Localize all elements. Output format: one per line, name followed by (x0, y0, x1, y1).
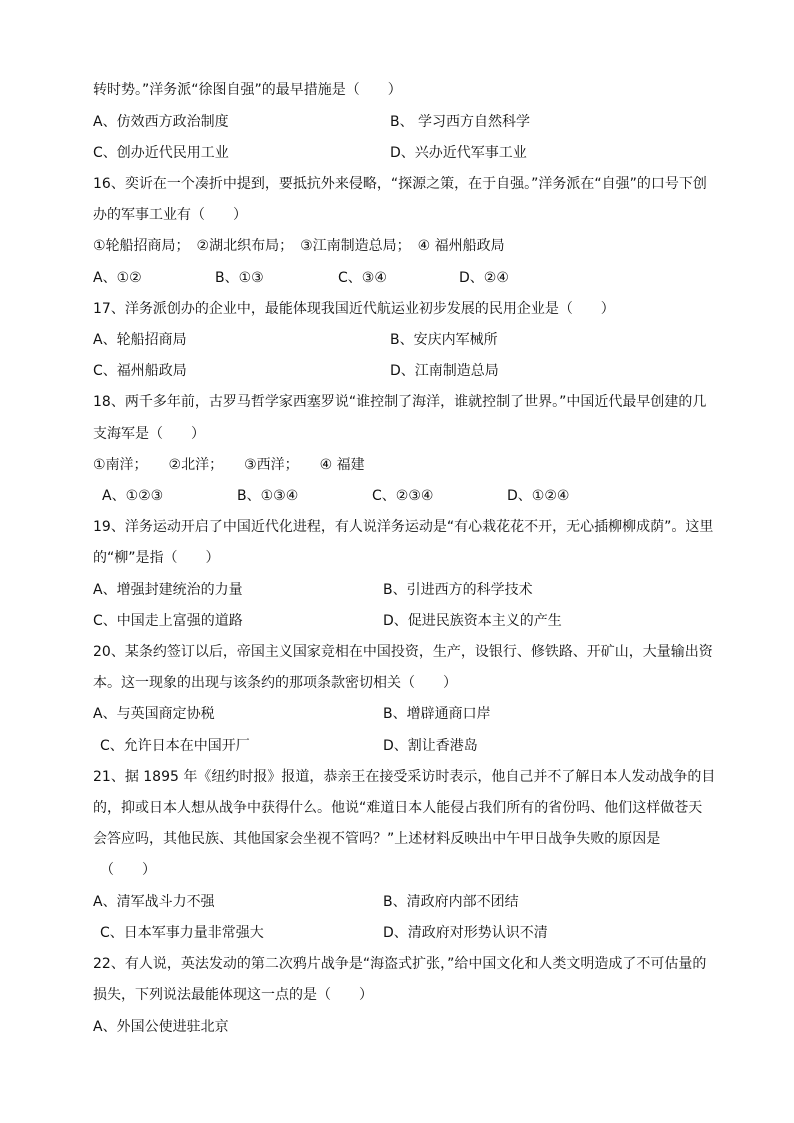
q15-stem: 转时势。”洋务派“徐图自强”的最早措施是（ ） (93, 82, 402, 98)
q17-option-d: D、江南制造总局 (390, 363, 499, 379)
q20-option-b: B、增辟通商口岸 (383, 706, 491, 722)
q17-option-a: A、轮船招商局 (93, 332, 187, 348)
q18-option-b: B、①③④ (237, 488, 299, 504)
q18-option-a: A、①②③ (102, 488, 164, 504)
q22-option-a: A、外国公使进驻北京 (93, 1019, 229, 1035)
q18-items: ①南洋； ②北洋； ③西洋； ④ 福建 (93, 457, 365, 473)
q17-option-c: C、福州船政局 (93, 363, 187, 379)
q15-option-d: D、兴办近代军事工业 (390, 145, 527, 161)
q16-option-b: B、①③ (215, 270, 264, 286)
q19-option-a: A、增强封建统治的力量 (93, 582, 243, 598)
q17-stem: 17、洋务派创办的企业中，最能体现我国近代航运业初步发展的民用企业是（ ） (93, 301, 615, 317)
q15-option-b: B、 学习西方自然科学 (390, 114, 531, 130)
q16-stem-line1: 16、奕䜣在一个凑折中提到，要抵抗外来侵略，“探源之策，在于自强。”洋务派在“自强”的口号下创 (93, 176, 707, 192)
q20-stem-line1: 20、某条约签订以后，帝国主义国家竞相在中国投资，生产，设银行、修铁路、开矿山，大量输出资 (93, 644, 713, 660)
q15-option-a: A、仿效西方政治制度 (93, 114, 229, 130)
q18-option-d: D、①②④ (507, 488, 570, 504)
q17-option-b: B、安庆内军械所 (390, 332, 498, 348)
q21-stem-line4: （ ） (100, 862, 156, 878)
q21-stem-line2: 的，抑或日本人想从战争中获得什么。他说“难道日本人能侵占我们所有的省份吗、他们这样做苍天 (93, 800, 703, 816)
q20-stem-line2: 本。这一现象的出现与该条约的那项条款密切相关（ ） (93, 675, 457, 691)
q20-option-a: A、与英国商定协税 (93, 706, 215, 722)
q21-option-a: A、清军战斗力不强 (93, 894, 215, 910)
q16-option-c: C、③④ (338, 270, 387, 286)
q21-option-b: B、清政府内部不团结 (383, 894, 519, 910)
q20-option-d: D、割让香港岛 (383, 738, 478, 754)
q21-option-c: C、日本军事力量非常强大 (100, 925, 264, 941)
q20-option-c: C、允许日本在中国开厂 (100, 738, 250, 754)
q19-option-c: C、中国走上富强的道路 (93, 613, 243, 629)
q21-stem-line3: 会答应吗，其他民族、其他国家会坐视不管吗？”上述材料反映出中午甲日战争失败的原因是 (93, 831, 661, 847)
q19-option-b: B、引进西方的科学技术 (383, 582, 533, 598)
q19-stem-line2: 的“柳”是指（ ） (93, 550, 220, 566)
q15-option-c: C、创办近代民用工业 (93, 145, 229, 161)
q16-stem-line2: 办的军事工业有（ ） (93, 207, 247, 223)
q22-stem-line2: 损失，下列说法最能体现这一点的是（ ） (93, 987, 373, 1003)
q22-stem-line1: 22、有人说，英法发动的第二次鸦片战争是“海盗式扩张，”给中国文化和人类文明造成了不可估量的 (93, 956, 707, 972)
q16-option-a: A、①② (93, 270, 142, 286)
q21-option-d: D、清政府对形势认识不清 (383, 925, 548, 941)
q18-option-c: C、②③④ (372, 488, 434, 504)
q18-stem-line2: 支海军是（ ） (93, 426, 205, 442)
q16-option-d: D、②④ (459, 270, 509, 286)
q21-stem-line1: 21、据 1895 年《纽约时报》报道，恭亲王在接受采访时表示，他自己并不了解日本人发动战争的目 (93, 769, 716, 785)
q18-stem-line1: 18、两千多年前，古罗马哲学家西塞罗说“谁控制了海洋，谁就控制了世界。”中国近代最早创建的几 (93, 394, 707, 410)
q19-option-d: D、促进民族资本主义的产生 (383, 613, 562, 629)
q19-stem-line1: 19、洋务运动开启了中国近代化进程，有人说洋务运动是“有心栽花花不开，无心插柳柳成荫”。这里 (93, 519, 714, 535)
q16-items: ①轮船招商局； ②湖北织布局； ③江南制造总局； ④ 福州船政局 (93, 238, 505, 254)
